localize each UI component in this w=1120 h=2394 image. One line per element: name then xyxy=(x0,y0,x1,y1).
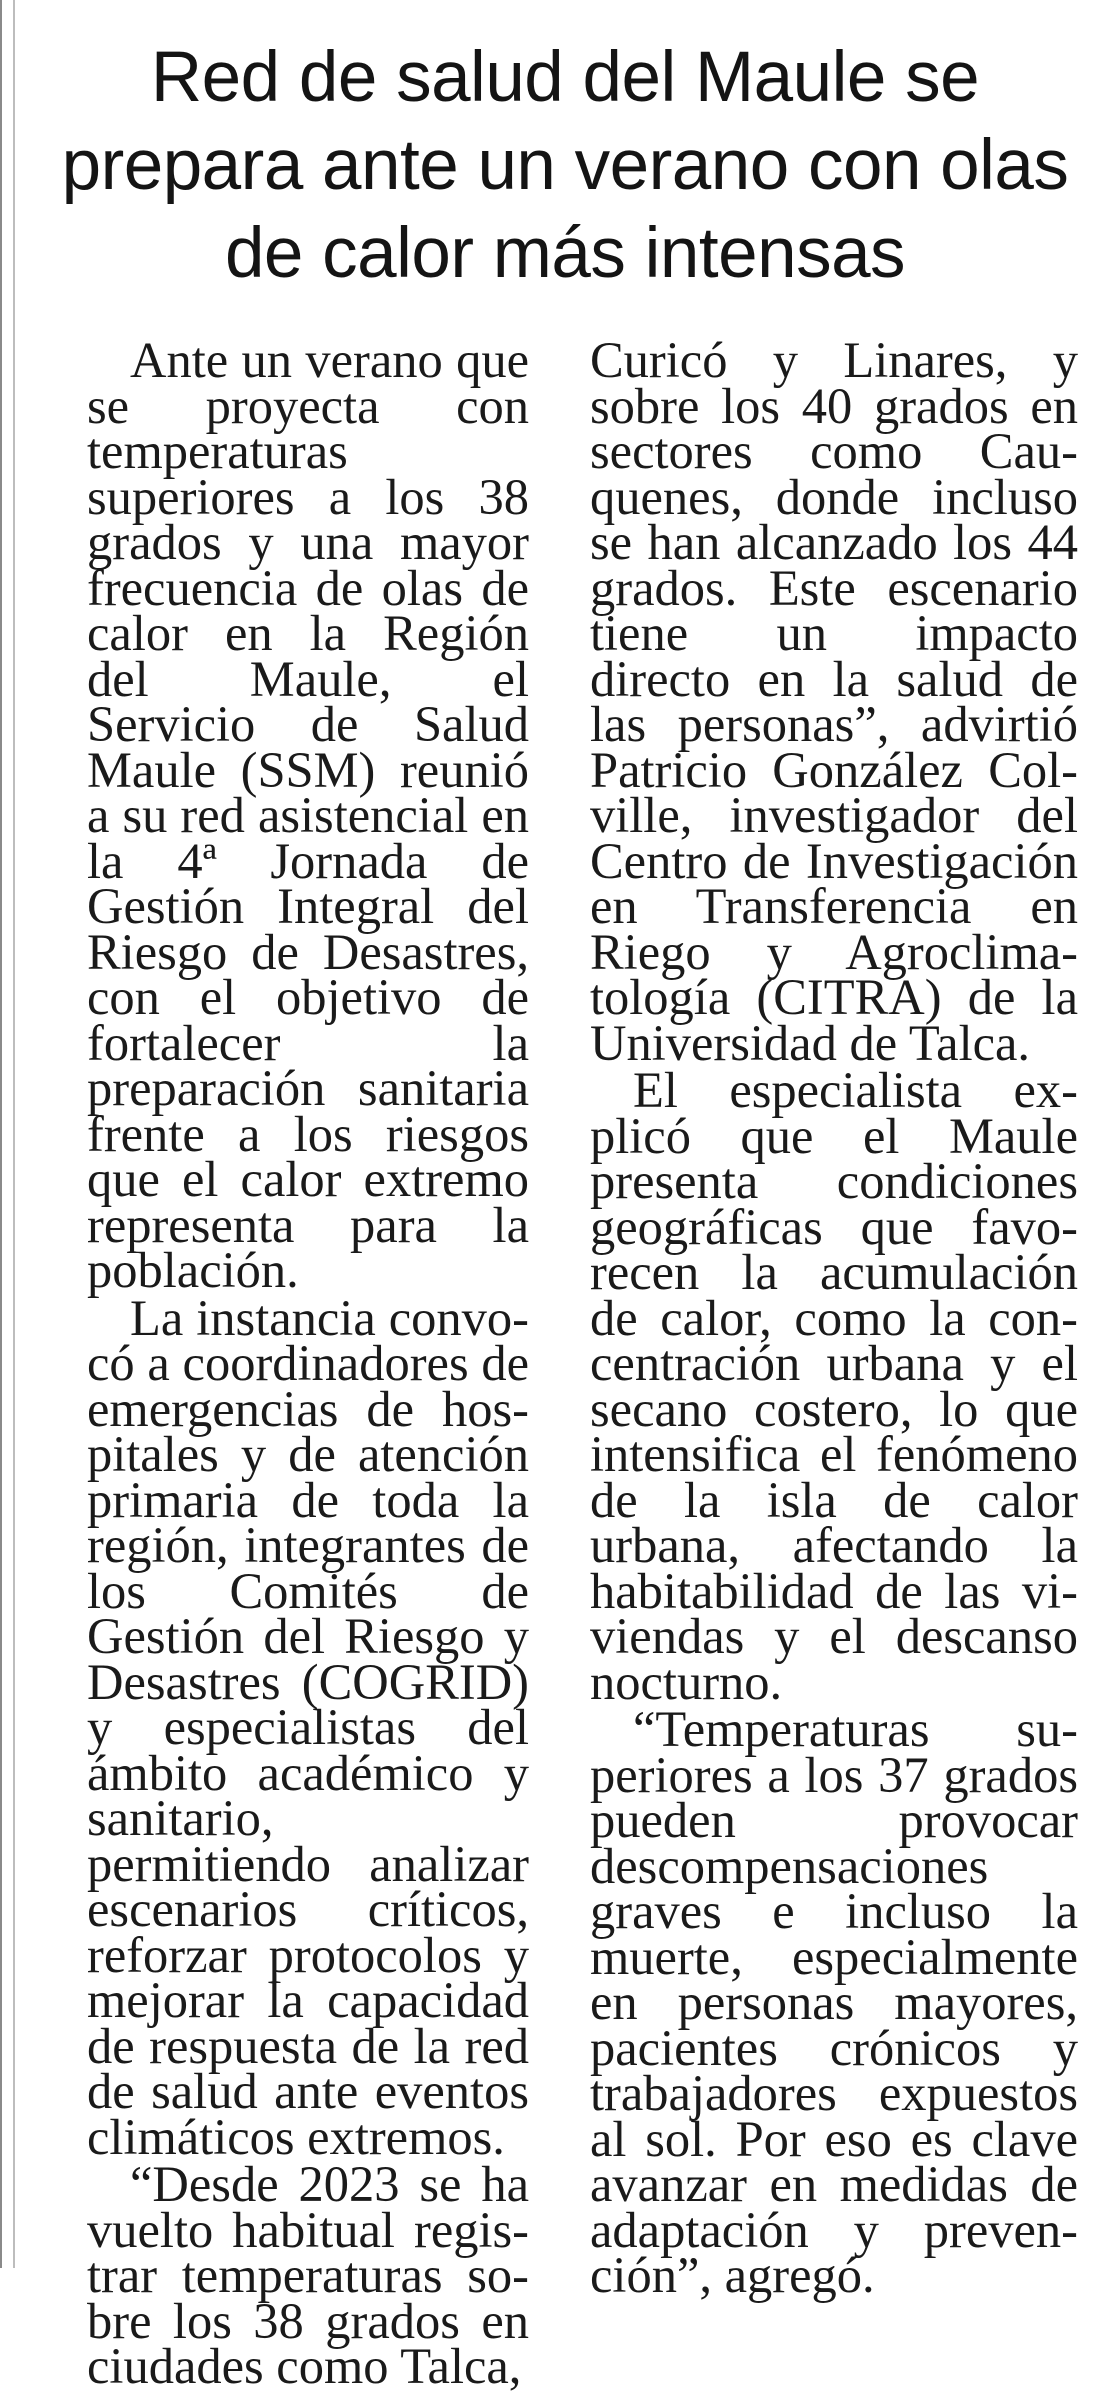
paragraph: La instancia convocó a coordinadores de emergencias de hospitales y de atención primaria de toda la región, integrantes de los Comités de Gestión del Riesgo y Desastres (COGRID) y especialistas del ámbito académico y sanitario, permitiendo analizar escenarios críticos, reforzar protocolos y mejorar la capacidad de respuesta de la red de salud ante eventos climáticos extremos. xyxy=(87,1289,529,2165)
paragraph-continued: Curicó y Linares, y sobre los 40 grados en sectores como Cauquenes, donde incluso se han alcanzado los 44 grados. Este escenario tiene un impacto directo en la salud de las personas”, advirtió Patricio González Colville, investigador del Centro de Investigación en Transferencia en Riego y Agroclimatología (CITRA) de la Universidad de Talca. xyxy=(590,332,1078,1071)
paragraph: Ante un verano que se proyecta con temperaturas superiores a los 38 grados y una mayor frecuencia de olas de calor en la Región del Maule, el Servicio de Salud Maule (SSM) reunió a su red asistencial en la 4ª Jornada de Gestión Integral del Riesgo de Desastres, con el objetivo de fortalecer la preparación sanitaria frente a los riesgos que el calor extremo representa para la población. xyxy=(87,332,529,1298)
article-column-right xyxy=(590,332,1078,2303)
page-margin-rule xyxy=(13,0,15,2268)
page-edge-rule xyxy=(0,0,2,2268)
paragraph: “Desde 2023 se ha vuelto habitual registrar temperaturas sobre los 38 grados en ciudades como Talca, xyxy=(87,2156,529,2394)
article-column-left xyxy=(87,332,529,2394)
paragraph: El especialista explicó que el Maule presenta condiciones geográficas que favorecen la acumulación de calor, como la concentración urbana y el secano costero, lo que intensifica el fenómeno de la isla de calor urbana, afectando la habitabilidad de las viviendas y el descanso nocturno. xyxy=(590,1062,1078,1710)
article-headline: Red de salud del Maule se prepara ante un verano con olas de calor más intensas xyxy=(61,38,1069,293)
paragraph: “Temperaturas superiores a los 37 grados pueden provocar descompensaciones graves e incluso la muerte, especialmente en personas mayores, pacientes crónicos y trabajadores expuestos al sol. Por eso es clave avanzar en medidas de adaptación y prevención”, agregó. xyxy=(590,1701,1078,2303)
